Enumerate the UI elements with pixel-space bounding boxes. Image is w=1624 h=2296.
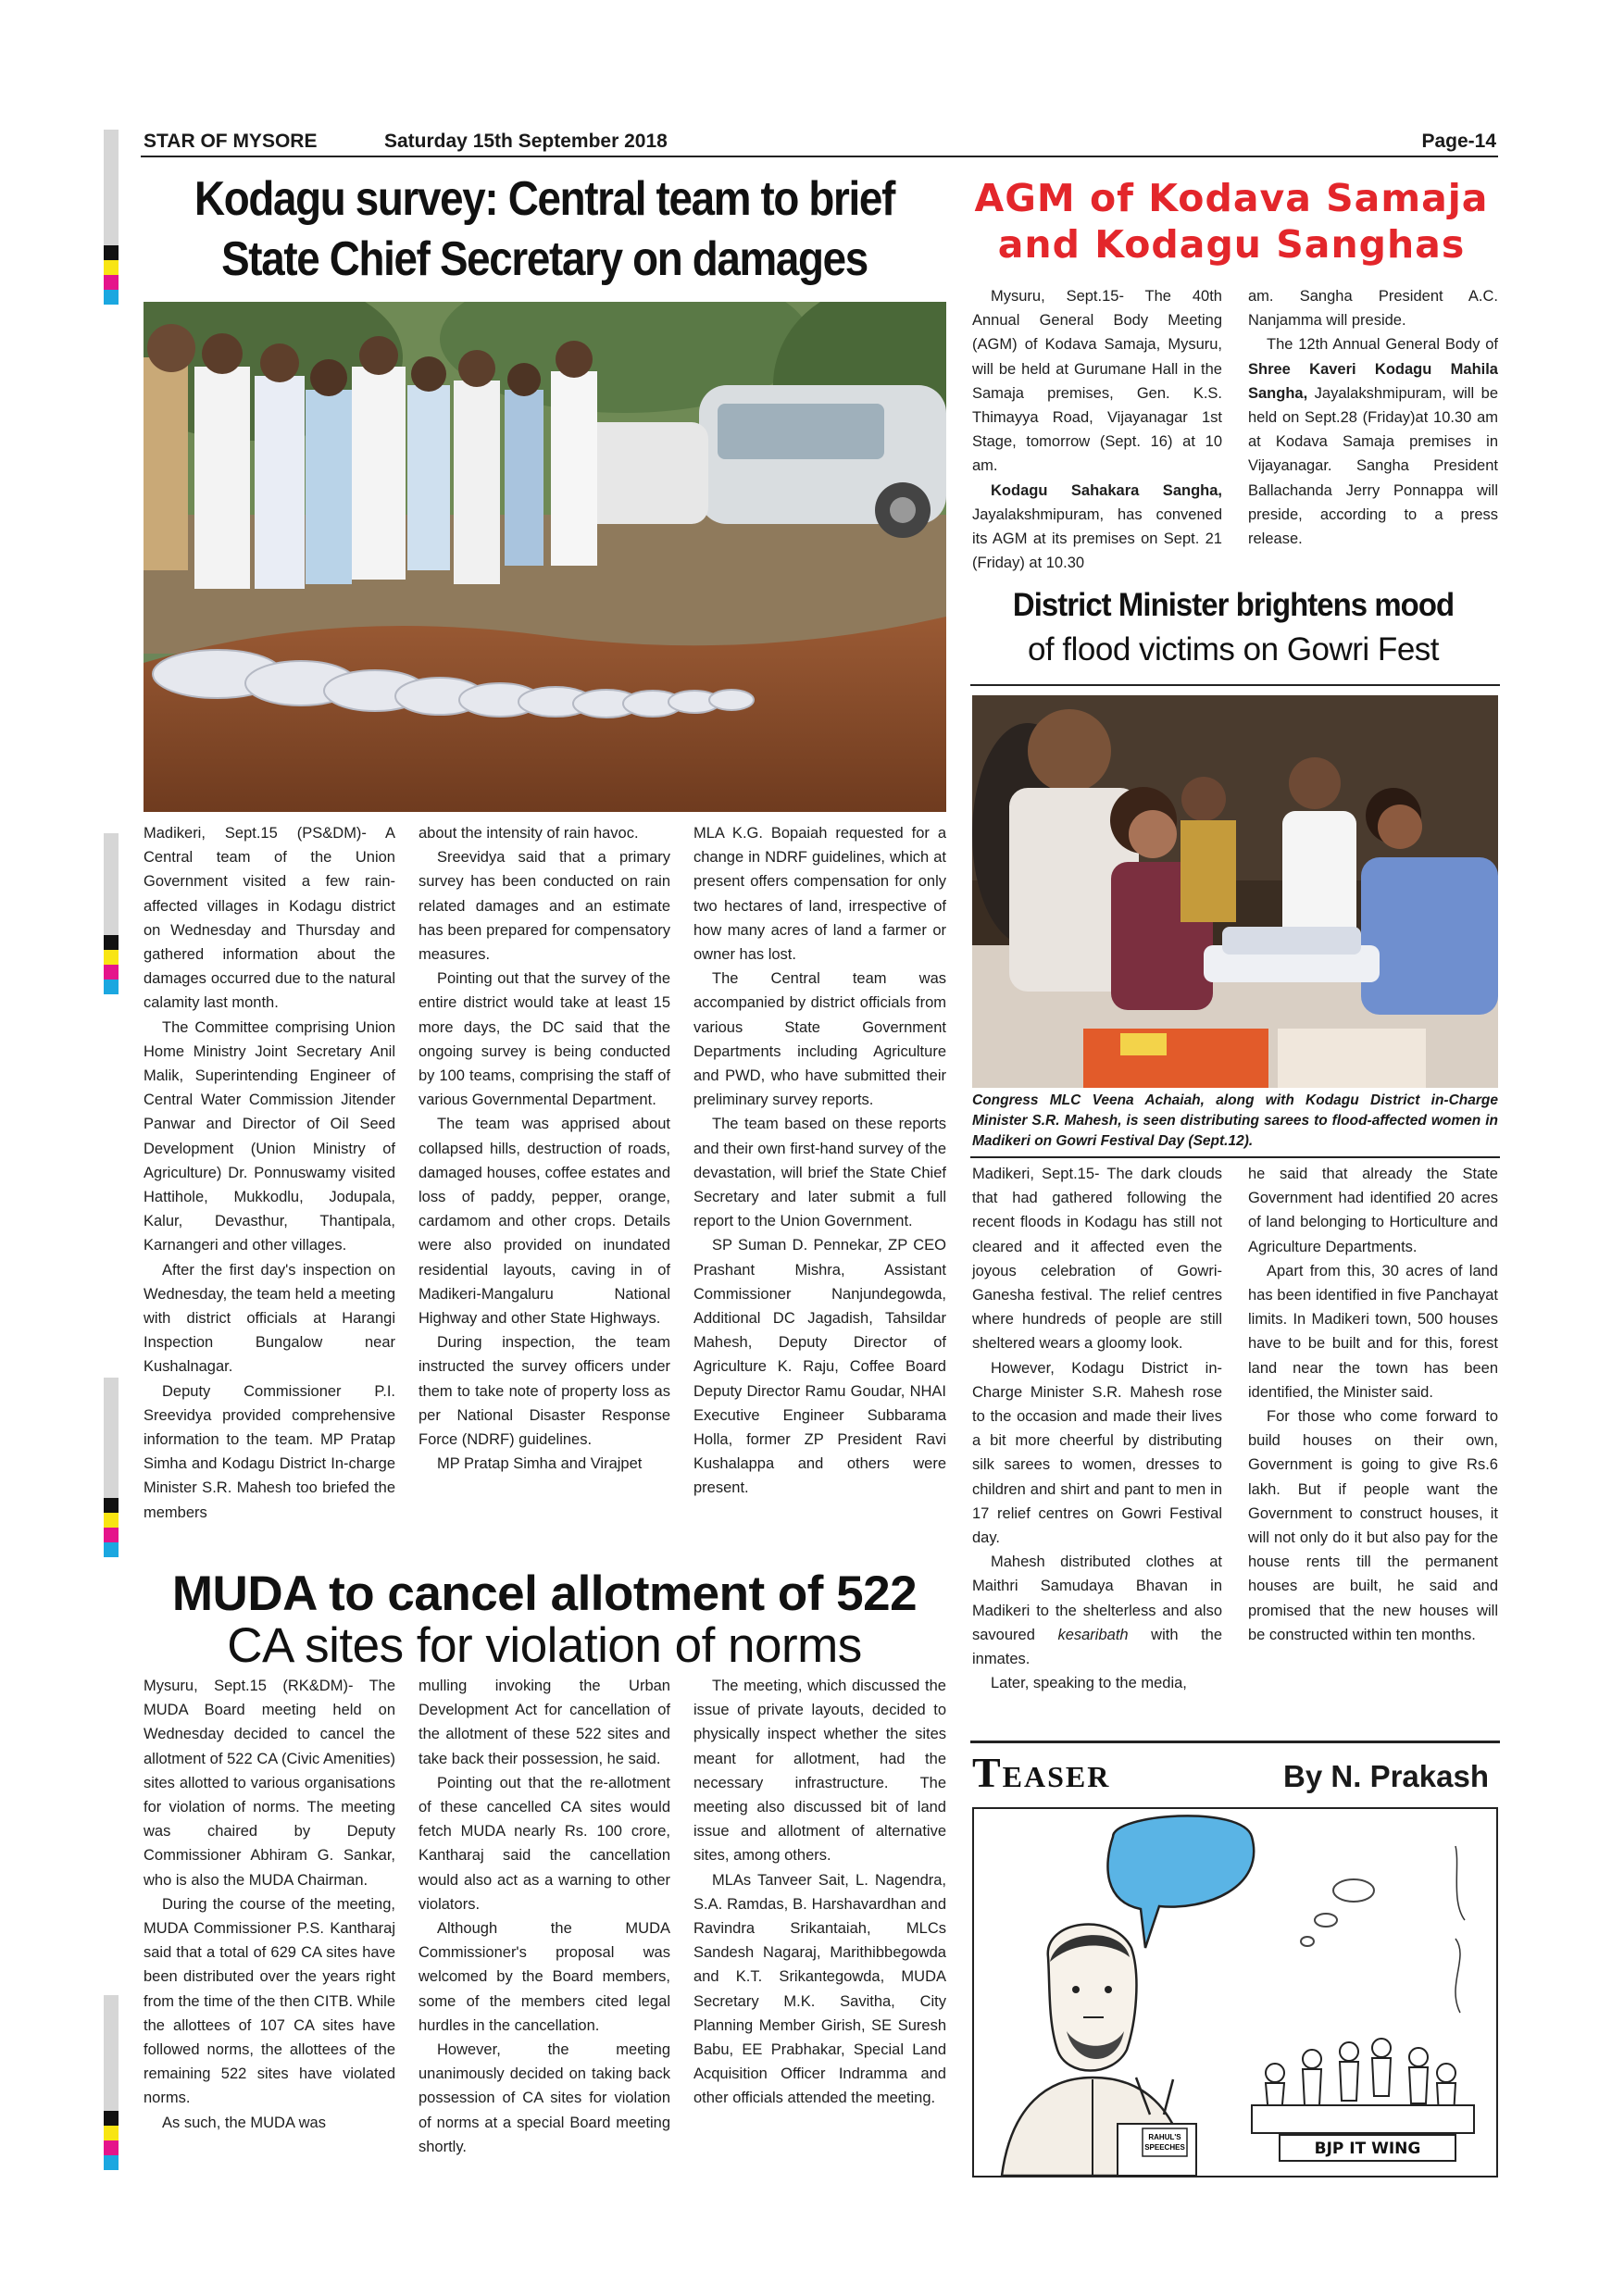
- color-patch-yellow: [104, 260, 119, 275]
- paragraph: Apart from this, 30 acres of land has been identified in five Panchayat limits. In Madikeri town, 500 houses have to be built and for this, forest land near the town has been identified, the Minister said.: [1248, 1262, 1498, 1401]
- headline-line-1: MUDA to cancel allotment of 522: [171, 1566, 918, 1621]
- color-patch-cyan: [104, 290, 119, 305]
- grey-bar: [104, 833, 119, 935]
- caption-rule: [970, 1156, 1500, 1158]
- paragraph: The Central team was accompanied by district officials from various State Government Departments including Agriculture and PWD, who have submitted their preliminary survey reports.: [693, 970, 946, 1109]
- muda-column-2: [418, 1674, 670, 2159]
- paragraph-rest: Jayalakshmipuram, will be held on Sept.28 (Friday)at 10.30 am at Kodava Samaja premises in Vijayanagar. Sangha President Ballachanda Jerry Ponnappa will preside, according to a press release.: [1248, 384, 1498, 548]
- muda-column-1: [144, 1674, 395, 2135]
- paragraph: MLAs Tanveer Sait, L. Nagendra, S.A. Ramdas, B. Harshavardhan and Ravindra Srikantaiah, MLCs Sandesh Nagaraj, Marithibbegowda and K.T. Srikantegowda, MUDA Secretary M.K. Savitha, City Planning Member Girish, SE Suresh Babu, EE Prabhakar, Special Land Acquisition Officer Indramma and other officials attended the meeting.: [693, 1871, 946, 2107]
- paragraph: [972, 479, 1222, 576]
- muda-column-3: [693, 1674, 946, 2111]
- paragraph: [972, 1550, 1222, 1671]
- color-patch-black: [104, 245, 119, 260]
- grey-bar: [104, 130, 119, 245]
- paragraph: am. Sangha President A.C. Nanjamma will preside.: [1248, 288, 1498, 330]
- headline-line-1: Kodagu survey: Central team to brief: [194, 172, 894, 226]
- paragraph: The team based on these reports and their own first-hand survey of the devastation, will brief the State Chief Secretary and later submit a full report to the Union Government.: [693, 1116, 946, 1230]
- headline-line-1: District Minister brightens mood: [1012, 587, 1455, 623]
- color-patch-magenta: [104, 965, 119, 980]
- minister-column-2: [1248, 1162, 1498, 1647]
- paragraph: MP Pratap Simha and Virajpet: [437, 1455, 643, 1473]
- paragraph: The meeting, which discussed the issue of private layouts, decided to physically inspect whether the sites meant for allotment, had the necessary infrastructure. The meeting also discussed bit of land issue and allotment of alternative sites, among others.: [693, 1678, 946, 1865]
- paragraph: The team was apprised about collapsed hills, destruction of roads, damaged houses, coffee estates and loss of paddy, pepper, orange, cardamom and other crops. Details were also provided on inundated residential layouts, caving in of Madikeri-Mangaluru National Highway and other State Highways.: [418, 1116, 670, 1328]
- page-number: Page-14: [1421, 131, 1496, 152]
- color-patch-yellow: [104, 950, 119, 965]
- cartoonist-byline: By N. Prakash: [1283, 1759, 1489, 1793]
- kodagu-column-3: [693, 821, 946, 1501]
- paragraph: However, Kodagu District in-Charge Minister S.R. Mahesh rose to the occasion and made their lives a bit more cheerful by distributing silk sarees to women, dresses to children and shirt and pant to men in 17 relief centres on Gowri Festival day.: [972, 1359, 1222, 1547]
- paragraph: Although the MUDA Commissioner's proposal was welcomed by the Board members, some of the members cited legal hurdles in the cancellation.: [418, 1920, 670, 2034]
- paragraph-start: Mahesh distributed clothes at Maithri Samudaya Bhavan in Madikeri to the shelterless and also savoured: [972, 1554, 1222, 1643]
- paragraph: SP Suman D. Pennekar, ZP CEO Prashant Mishra, Assistant Commissioner Nanjundegowda, Additional DC Jagadish, Tahsildar Mahesh, Deputy Director of Agriculture K. Raju, Coffee Board Deputy Director Ramu Goudar, NHAI Executive Engineer Subbarama Holla, former ZP President Ravi Kushalappa and others were present.: [693, 1237, 946, 1497]
- paragraph: Pointing out that the re-allotment of these cancelled CA sites would fetch MUDA nearly Rs. 100 crore, Kantharaj said the cancellation would also act as a warning to other violators.: [418, 1774, 670, 1913]
- section-rule: [970, 684, 1500, 686]
- teaser-top-rule: [970, 1741, 1500, 1743]
- bold-org-name: Shree Kaveri Kodagu Mahila Sangha,: [1248, 360, 1498, 402]
- paragraph: Mysuru, Sept.15- The 40th Annual General Body Meeting (AGM) of Kodava Samaja, Mysuru, will be held at Gurumane Hall in the Samaja premises, Gen. K.S. Thimayya Road, Vijayanagar 1st Stage, tomorrow (Sept. 16) at 10 am.: [972, 288, 1222, 475]
- paragraph: During inspection, the team instructed the survey officers under them to take note of property loss as per National Disaster Response Force (NDRF) guidelines.: [418, 1334, 670, 1449]
- paragraph: The Committee comprising Union Home Ministry Joint Secretary Anil Malik, Superintending Engineer of Central Water Commission Jitender Panwar and Director of Oil Seed Development (Union Ministry of Agriculture) Dr. Ponnuswamy visited Hattihole, Mukkodlu, Jodupala, Kalur, Devasthur, Thantipala, Karnangeri and other villages.: [144, 1018, 395, 1254]
- color-patch-magenta: [104, 275, 119, 290]
- teaser-title: Teaser: [972, 1749, 1111, 1796]
- color-patch-yellow: [104, 2126, 119, 2140]
- color-patch-cyan: [104, 980, 119, 994]
- paragraph: Pointing out that the survey of the entire district would take at least 15 more days, the DC said that the ongoing survey is being conducted by 100 teams, comprising the staff of various Governmental Department.: [418, 970, 670, 1109]
- cartoon-frame: [972, 1807, 1498, 2177]
- color-patch-black: [104, 935, 119, 950]
- paragraph: [1248, 332, 1498, 551]
- paragraph: For those who come forward to build houses on their own, Government is going to give Rs.6 lakh. But if people want the Government to construct houses, it will not only do it but also pay for the house rents till the permanent houses are built, he said and promised that the new houses will be constructed within ten months.: [1248, 1408, 1498, 1643]
- photo-caption: Congress MLC Veena Achaiah, along with Kodagu District in-Charge Minister S.R. Mahesh, is seen distributing sarees to flood-affected women in Madikeri on Gowri Festival Day (Sept.12).: [972, 1092, 1498, 1149]
- registration-strip: [104, 130, 120, 2176]
- paragraph: he said that already the State Government had identified 20 acres of land belonging to Horticulture and Agriculture Departments.: [1248, 1166, 1498, 1255]
- bjp-it-wing-sign: BJP IT WING: [1314, 2140, 1421, 2158]
- cartoon-drawing: [974, 1809, 1496, 2176]
- paragraph: MLA K.G. Bopaiah requested for a change in NDRF guidelines, which at present offers compensation for only two hectares of land, irrespective of how many acres of land a farmer or owner has lost.: [693, 825, 946, 964]
- paragraph-start: The 12th Annual General Body of: [1267, 336, 1498, 354]
- kodagu-column-1: [144, 821, 395, 1525]
- paragraph: After the first day's inspection on Wednesday, the team held a meeting with district officials at Harangi Inspection Bungalow near Kushalnagar.: [144, 1261, 395, 1376]
- paragraph: Mysuru, Sept.15 (RK&DM)- The MUDA Board meeting held on Wednesday decided to cancel the allotment of 522 CA (Civic Amenities) sites allotted to various organisations for violation of norms. The meeting was chaired by Deputy Commissioner Abhiram G. Sankar, who is also the MUDA Chairman.: [144, 1678, 395, 1889]
- headline-line-2: of flood victims on Gowri Fest: [1027, 631, 1440, 668]
- paragraph: Madikeri, Sept.15- The dark clouds that had gathered following the recent floods in Kodagu has still not cleared and it affected even the joyous celebration of Gowri-Ganesha festival. The relief centres where hundreds of people are still sheltered wears a gloomy look.: [972, 1166, 1222, 1353]
- agm-column-1: [972, 284, 1222, 575]
- color-patch-cyan: [104, 2155, 119, 2170]
- agm-column-2: [1248, 284, 1498, 551]
- headline-line-1: AGM of Kodava Samaja: [974, 176, 1489, 220]
- header-rule: [141, 156, 1498, 157]
- bold-org-name: Kodagu Sahakara Sangha,: [991, 481, 1222, 499]
- paragraph-rest: with the inmates.: [972, 1626, 1223, 1668]
- kodagu-column-2: [418, 821, 670, 1476]
- grey-bar: [104, 1995, 119, 2111]
- minister-column-1: [972, 1162, 1222, 1695]
- paragraph: However, the meeting unanimously decided on taking back possession of CA sites for violation of norms at a special Board meeting shortly.: [418, 2041, 670, 2155]
- paragraph: Madikeri, Sept.15 (PS&DM)- A Central team of the Union Government visited a few rain-affected villages in Kodagu district on Wednesday and Thursday and gathered information about the damages occurred due to the natural calamity last month.: [144, 825, 395, 1012]
- grey-bar: [104, 1378, 119, 1498]
- color-patch-magenta: [104, 2140, 119, 2155]
- paragraph: about the intensity of rain havoc.: [418, 825, 639, 842]
- headline-line-2: State Chief Secretary on damages: [221, 232, 868, 286]
- podium-label-2: SPEECHES: [1144, 2143, 1185, 2152]
- issue-date: Saturday 15th September 2018: [384, 131, 668, 152]
- headline-line-2: and Kodagu Sanghas: [997, 222, 1466, 267]
- paragraph: As such, the MUDA was: [162, 2114, 326, 2131]
- paragraph: During the course of the meeting, MUDA Commissioner P.S. Kantharaj said that a total of 629 CA sites have been distributed over the years right from the time of the then CITB. While the allottees of 107 CA sites have followed norms, the allottees of the remaining 522 sites have violated norms.: [144, 1895, 395, 2107]
- paragraph: Deputy Commissioner P.I. Sreevidya provided comprehensive information to the team. MP Pratap Simha and Kodagu District In-charge Minister S.R. Mahesh too briefed the members: [144, 1382, 395, 1521]
- italic-dish-name: kesaribath: [1057, 1626, 1129, 1643]
- headline-line-2: CA sites for violation of norms: [227, 1618, 862, 1673]
- color-patch-yellow: [104, 1513, 119, 1528]
- paragraph: mulling invoking the Urban Development Act for cancellation of the allotment of these 522 sites and take back their possession, he said.: [418, 1678, 670, 1767]
- photo-central-team-inspection: [144, 302, 946, 812]
- color-patch-magenta: [104, 1528, 119, 1542]
- paragraph-rest: Jayalakshmipuram, has convened its AGM at its premises on Sept. 21 (Friday) at 10.30: [972, 505, 1222, 572]
- podium-label-1: RAHUL'S: [1148, 2133, 1181, 2141]
- paragraph: Sreevidya said that a primary survey has been conducted on rain related damages and an estimate has been prepared for compensatory measures.: [418, 849, 670, 964]
- paper-name: STAR OF MYSORE: [144, 131, 318, 152]
- color-patch-cyan: [104, 1542, 119, 1557]
- color-patch-black: [104, 2111, 119, 2126]
- photo-saree-distribution: [972, 695, 1498, 1088]
- color-patch-black: [104, 1498, 119, 1513]
- paragraph: Later, speaking to the media,: [991, 1675, 1187, 1692]
